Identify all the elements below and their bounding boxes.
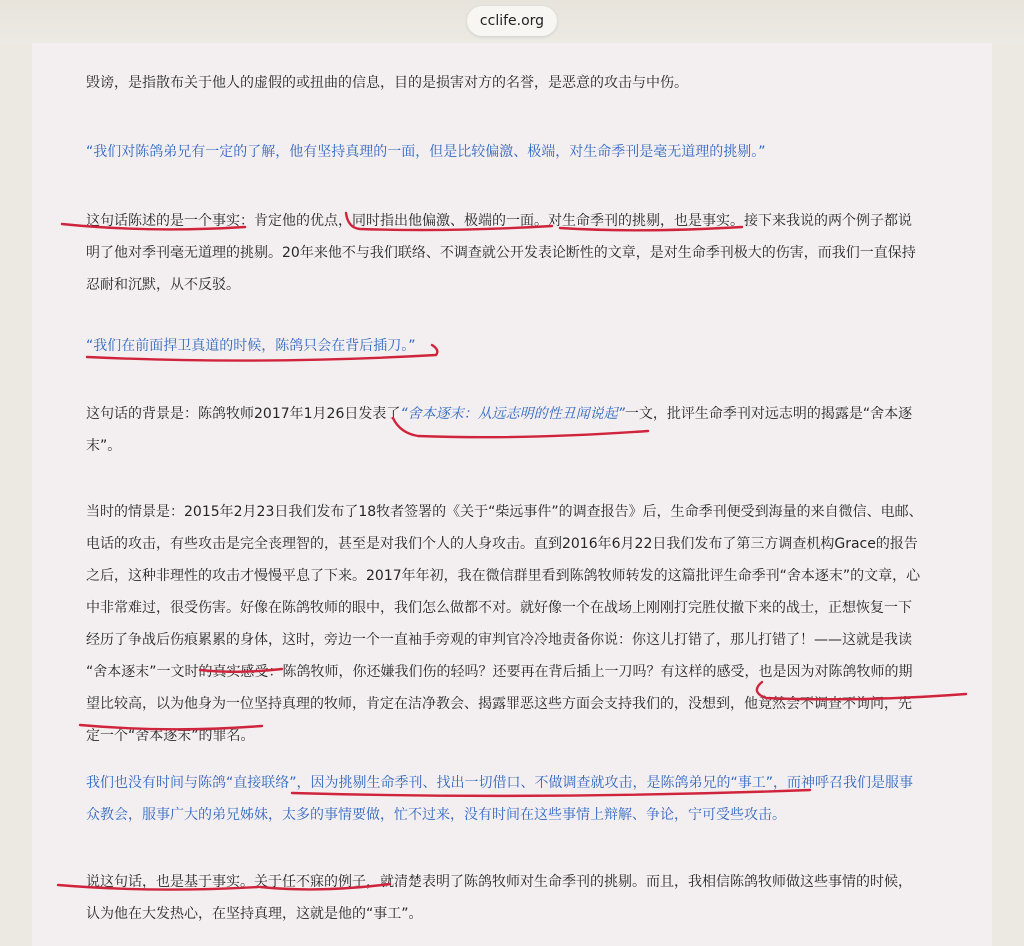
context-line-4: 中非常难过，很受伤害。好像在陈鸽牧师的眼中，我们怎么做都不对。就好像一个在战场上刚刚打完胜仗撤下来的战士，正想恢复一下 xyxy=(86,600,912,616)
background-line-2: 末”。 xyxy=(86,438,122,454)
context-paragraph xyxy=(86,496,948,752)
closing-line-2: 认为他在大发热心，在坚持真理，这就是他的“事工”。 xyxy=(86,906,423,922)
highlight-extreme-side: 同时指出他偏激、极端的一面。 xyxy=(352,213,548,229)
response-paragraph-1 xyxy=(86,205,948,301)
response-1-line-1-tail: 接下来我说的两个例子都说 xyxy=(744,213,912,229)
background-line-1-tail: 一文，批评生命季刊对远志明的揭露是“舍本逐 xyxy=(624,406,913,422)
quote-paragraph-1 xyxy=(86,136,948,168)
context-line-3: 之后，这种非理性的攻击才慢慢平息了下来。2017年年初，我在微信群里看到陈鸽牧师转发的这篇批评生命季刊“舍本逐末”的文章，心 xyxy=(86,568,921,584)
quote-3-line-1: 我们也没有时间与陈鸽“直接联络”，因为挑剔生命季刊、找出一切借口、不做调查就攻击，是陈鸽弟兄的“事工”，而神呼召我们是服事 xyxy=(86,775,914,791)
quote-paragraph-2 xyxy=(86,330,948,362)
quote-3-line-2: 众教会，服事广大的弟兄姊妹，太多的事情要做，忙不过来，没有时间在这些事情上辩解、争论，宁可受些攻击。 xyxy=(86,807,786,823)
article-link[interactable]: “舍本逐末：从远志明的性丑闻说起” xyxy=(400,406,625,422)
response-1-line-3: 忍耐和沉默，从不反驳。 xyxy=(86,277,240,293)
url-bar[interactable]: cclife.org xyxy=(467,6,557,36)
quote-1-line: “我们对陈鸽弟兄有一定的了解，他有坚持真理的一面，但是比较偏激、极端，对生命季刊是毫无道理的挑剔。” xyxy=(86,144,766,160)
response-1-line-2: 明了他对季刊毫无道理的挑剔。20年来他不与我们联络、不调查就公开发表论断性的文章，是对生命季刊极大的伤害，而我们一直保持 xyxy=(86,245,916,261)
context-line-8: 定一个“舍本逐末”的罪名。 xyxy=(86,728,255,744)
highlight-fact-statement: 这句话陈述的是一个事实：肯定他的优点， xyxy=(86,213,352,229)
context-line-5: 经历了争战后伤痕累累的身体，这时，旁边一个一直袖手旁观的审判官冷冷地责备你说：你这儿打错了，那儿打错了！——这就是我读 xyxy=(86,632,912,648)
intro-paragraph xyxy=(86,67,948,99)
quote-paragraph-3 xyxy=(86,767,948,831)
response-1-line-1 xyxy=(86,205,948,237)
background-line-1-lead: 这句话的背景是：陈鸽牧师2017年1月26日发表了 xyxy=(86,406,401,422)
context-line-1: 当时的情景是：2015年2月23日我们发布了18牧者签署的《关于“柴远事件”的调查报告》后，生命季刊便受到海量的来自微信、电邮、 xyxy=(86,504,923,520)
context-line-2: 电话的攻击，有些攻击是完全丧理智的，甚至是对我们个人的人身攻击。直到2016年6月22日我们发布了第三方调查机构Grace的报告 xyxy=(86,536,918,552)
background-paragraph xyxy=(86,398,948,462)
context-line-6: “舍本逐末”一文时的真实感受：陈鸽牧师，你还嫌我们伤的轻吗？还要再在背后插上一刀吗？有这样的感受，也是因为对陈鸽牧师的期 xyxy=(86,664,913,680)
intro-line: 毁谤，是指散布关于他人的虚假的或扭曲的信息，目的是损害对方的名誉，是恶意的攻击与中伤。 xyxy=(86,75,688,91)
context-line-7: 望比较高，以为他身为一位坚持真理的牧师，肯定在洁净教会、揭露罪恶这些方面会支持我们的，没想到，他竟然会不调查不询问，先 xyxy=(86,696,912,712)
closing-line-1: 说这句话，也是基于事实。关于任不寐的例子，就清楚表明了陈鸽牧师对生命季刊的挑剔。而且，我相信陈鸽牧师做这些事情的时候， xyxy=(86,874,912,890)
closing-paragraph xyxy=(86,866,948,930)
browser-toolbar xyxy=(0,0,1024,44)
highlight-nitpicking-fact: 对生命季刊的挑剔，也是事实。 xyxy=(548,213,744,229)
background-line-1 xyxy=(86,398,948,430)
quote-2-line: “我们在前面捍卫真道的时候，陈鸽只会在背后插刀。” xyxy=(86,338,416,354)
